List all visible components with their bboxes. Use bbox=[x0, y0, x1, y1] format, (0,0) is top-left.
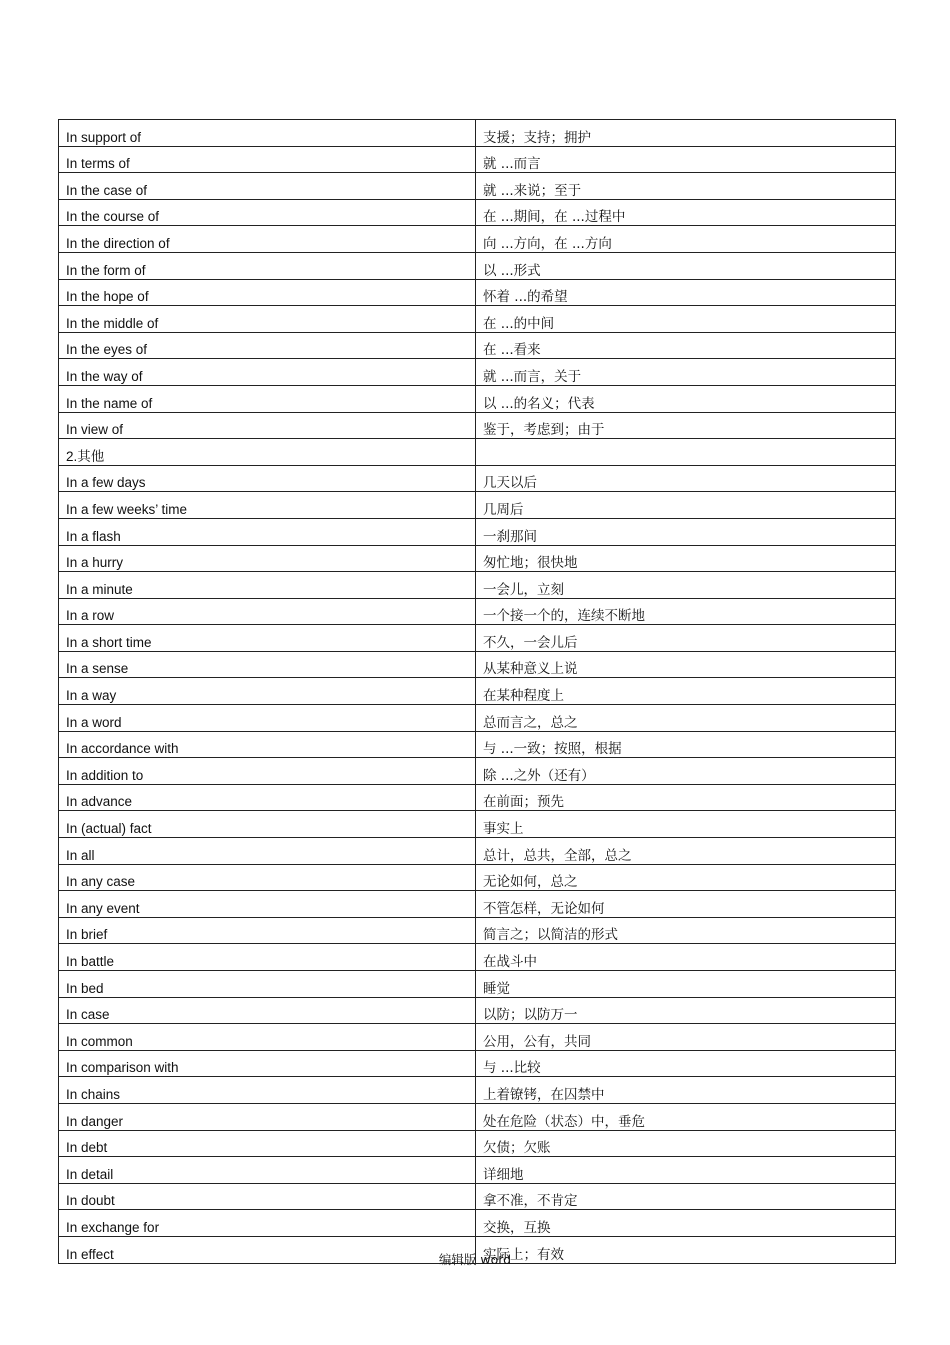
phrase-cell: In a few weeks’ time bbox=[59, 492, 476, 519]
phrase-cell: In the course of bbox=[59, 199, 476, 226]
table-row bbox=[59, 731, 896, 758]
meaning-cell: 睡觉 bbox=[476, 971, 896, 998]
table-row bbox=[59, 1103, 896, 1130]
table-row bbox=[59, 279, 896, 306]
table-row bbox=[59, 997, 896, 1024]
table-row bbox=[59, 226, 896, 253]
table-row bbox=[59, 1157, 896, 1184]
phrase-cell: In a hurry bbox=[59, 545, 476, 572]
meaning-cell: 交换，互换 bbox=[476, 1210, 896, 1237]
phrase-cell: In addition to bbox=[59, 758, 476, 785]
phrase-cell: In detail bbox=[59, 1157, 476, 1184]
meaning-cell: 一刹那间 bbox=[476, 518, 896, 545]
table-row bbox=[59, 917, 896, 944]
table-row bbox=[59, 518, 896, 545]
table-row bbox=[59, 1077, 896, 1104]
table-row bbox=[59, 465, 896, 492]
phrase-cell: In case bbox=[59, 997, 476, 1024]
meaning-cell: 以 ...形式 bbox=[476, 252, 896, 279]
phrase-cell: In a sense bbox=[59, 651, 476, 678]
phrase-cell: In debt bbox=[59, 1130, 476, 1157]
phrase-cell: In a way bbox=[59, 678, 476, 705]
phrase-cell: In a few days bbox=[59, 465, 476, 492]
phrase-cell: In the hope of bbox=[59, 279, 476, 306]
table-row bbox=[59, 1024, 896, 1051]
phrase-cell: In danger bbox=[59, 1103, 476, 1130]
meaning-cell: 简言之；以简洁的形式 bbox=[476, 917, 896, 944]
meaning-cell: 几天以后 bbox=[476, 465, 896, 492]
phrase-cell: In the case of bbox=[59, 173, 476, 200]
phrase-cell: In support of bbox=[59, 120, 476, 147]
table-row bbox=[59, 1130, 896, 1157]
meaning-cell: 支援；支持；拥护 bbox=[476, 120, 896, 147]
meaning-cell: 就 ...而言，关于 bbox=[476, 359, 896, 386]
meaning-cell: 无论如何，总之 bbox=[476, 864, 896, 891]
table-row bbox=[59, 306, 896, 333]
meaning-cell: 处在危险（状态）中，垂危 bbox=[476, 1103, 896, 1130]
phrase-cell: 2.其他 bbox=[59, 439, 476, 466]
meaning-cell: 与 ...比较 bbox=[476, 1050, 896, 1077]
phrase-cell: In the name of bbox=[59, 385, 476, 412]
vocabulary-table-body bbox=[59, 120, 896, 1264]
meaning-cell: 不管怎样，无论如何 bbox=[476, 891, 896, 918]
table-row bbox=[59, 971, 896, 998]
meaning-cell: 一会儿，立刻 bbox=[476, 572, 896, 599]
meaning-cell: 公用，公有，共同 bbox=[476, 1024, 896, 1051]
phrase-cell: In effect bbox=[59, 1236, 476, 1263]
table-row bbox=[59, 492, 896, 519]
meaning-cell: 怀着 ...的希望 bbox=[476, 279, 896, 306]
meaning-cell: 不久，一会儿后 bbox=[476, 625, 896, 652]
meaning-cell: 匆忙地；很快地 bbox=[476, 545, 896, 572]
phrase-cell: In any event bbox=[59, 891, 476, 918]
meaning-cell: 在某种程度上 bbox=[476, 678, 896, 705]
table-row bbox=[59, 625, 896, 652]
table-row bbox=[59, 784, 896, 811]
table-row bbox=[59, 439, 896, 466]
phrase-cell: In a minute bbox=[59, 572, 476, 599]
table-row bbox=[59, 359, 896, 386]
phrase-cell: In chains bbox=[59, 1077, 476, 1104]
meaning-cell: 欠债；欠账 bbox=[476, 1130, 896, 1157]
meaning-cell: 就 ...来说；至于 bbox=[476, 173, 896, 200]
meaning-cell: 在 ...看来 bbox=[476, 332, 896, 359]
phrase-cell: In all bbox=[59, 838, 476, 865]
phrase-cell: In exchange for bbox=[59, 1210, 476, 1237]
phrase-cell: In common bbox=[59, 1024, 476, 1051]
phrase-cell: In terms of bbox=[59, 146, 476, 173]
table-row bbox=[59, 864, 896, 891]
phrase-cell: In comparison with bbox=[59, 1050, 476, 1077]
table-row bbox=[59, 572, 896, 599]
meaning-cell: 向 ...方向，在 ...方向 bbox=[476, 226, 896, 253]
table-row bbox=[59, 1050, 896, 1077]
meaning-cell: 以防；以防万一 bbox=[476, 997, 896, 1024]
table-row bbox=[59, 385, 896, 412]
phrase-cell: In doubt bbox=[59, 1183, 476, 1210]
table-row bbox=[59, 678, 896, 705]
meaning-cell: 在前面；预先 bbox=[476, 784, 896, 811]
meaning-cell: 实际上；有效 bbox=[476, 1236, 896, 1263]
table-row bbox=[59, 944, 896, 971]
table-row bbox=[59, 598, 896, 625]
phrase-cell: In a short time bbox=[59, 625, 476, 652]
phrase-cell: In advance bbox=[59, 784, 476, 811]
meaning-cell: 就 ...而言 bbox=[476, 146, 896, 173]
table-row bbox=[59, 545, 896, 572]
phrase-cell: In view of bbox=[59, 412, 476, 439]
table-row bbox=[59, 412, 896, 439]
meaning-cell: 与 ...一致；按照，根据 bbox=[476, 731, 896, 758]
phrase-cell: In accordance with bbox=[59, 731, 476, 758]
phrase-cell: In the way of bbox=[59, 359, 476, 386]
vocabulary-table bbox=[58, 119, 896, 1264]
table-row bbox=[59, 651, 896, 678]
phrase-cell: In a flash bbox=[59, 518, 476, 545]
table-row bbox=[59, 1210, 896, 1237]
meaning-cell: 几周后 bbox=[476, 492, 896, 519]
meaning-cell: 除 ...之外（还有） bbox=[476, 758, 896, 785]
meaning-cell: 以 ...的名义；代表 bbox=[476, 385, 896, 412]
phrase-cell: In a word bbox=[59, 705, 476, 732]
meaning-cell: 拿不准，不肯定 bbox=[476, 1183, 896, 1210]
table-row bbox=[59, 120, 896, 147]
table-row bbox=[59, 199, 896, 226]
table-row bbox=[59, 1183, 896, 1210]
table-row bbox=[59, 758, 896, 785]
phrase-cell: In any case bbox=[59, 864, 476, 891]
phrase-cell: In the eyes of bbox=[59, 332, 476, 359]
meaning-cell: 上着镣铐，在囚禁中 bbox=[476, 1077, 896, 1104]
table-row bbox=[59, 838, 896, 865]
phrase-cell: In the form of bbox=[59, 252, 476, 279]
phrase-cell: In brief bbox=[59, 917, 476, 944]
table-row bbox=[59, 146, 896, 173]
phrase-cell: In (actual) fact bbox=[59, 811, 476, 838]
table-row bbox=[59, 705, 896, 732]
table-row bbox=[59, 173, 896, 200]
meaning-cell: 鉴于，考虑到；由于 bbox=[476, 412, 896, 439]
meaning-cell bbox=[476, 439, 896, 466]
meaning-cell: 从某种意义上说 bbox=[476, 651, 896, 678]
phrase-cell: In the direction of bbox=[59, 226, 476, 253]
phrase-cell: In a row bbox=[59, 598, 476, 625]
meaning-cell: 详细地 bbox=[476, 1157, 896, 1184]
phrase-cell: In bed bbox=[59, 971, 476, 998]
meaning-cell: 一个接一个的，连续不断地 bbox=[476, 598, 896, 625]
meaning-cell: 在 ...期间，在 ...过程中 bbox=[476, 199, 896, 226]
meaning-cell: 总计，总共，全部，总之 bbox=[476, 838, 896, 865]
page-footer: 编辑版 word bbox=[438, 1252, 512, 1267]
phrase-cell: In the middle of bbox=[59, 306, 476, 333]
table-row bbox=[59, 811, 896, 838]
meaning-cell: 事实上 bbox=[476, 811, 896, 838]
phrase-cell: In battle bbox=[59, 944, 476, 971]
table-row bbox=[59, 252, 896, 279]
meaning-cell: 在 ...的中间 bbox=[476, 306, 896, 333]
meaning-cell: 在战斗中 bbox=[476, 944, 896, 971]
table-row bbox=[59, 891, 896, 918]
meaning-cell: 总而言之，总之 bbox=[476, 705, 896, 732]
table-row bbox=[59, 332, 896, 359]
